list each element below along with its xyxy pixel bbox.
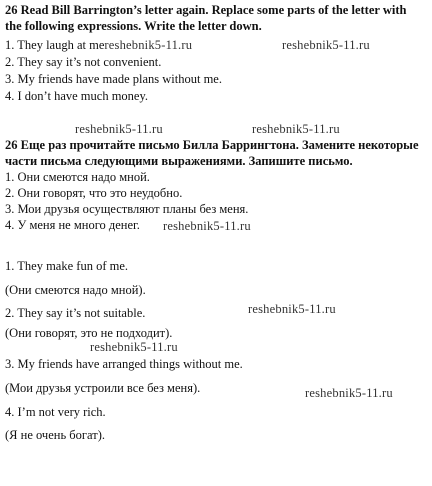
ru-item-2: 2. Они говорят, что это неудобно. (5, 186, 183, 200)
en-item-4: 4. I don’t have much money. (5, 89, 149, 103)
watermark: reshebnik5-11.ru (75, 122, 163, 136)
answer-2: 2. They say it’s not suitable. (5, 306, 146, 320)
en-item-2: 2. They say it’s not convenient. (5, 55, 162, 69)
watermark: reshebnik5-11.ru (248, 302, 336, 316)
ru-item-1: 1. Они смеются надо мной. (5, 170, 150, 184)
task-title-ru-line1: 26 Еще раз прочитайте письмо Билла Баррингтона. Замените некоторые (5, 138, 419, 152)
answer-4-translation: (Я не очень богат). (5, 428, 105, 442)
ru-item-4: 4. У меня не много денег. (5, 218, 140, 232)
answer-1-translation: (Они смеются надо мной). (5, 283, 146, 297)
answer-3: 3. My friends have arranged things without me. (5, 357, 243, 371)
watermark-inline: reshebnik5-11.ru (104, 38, 193, 52)
ru-item-3: 3. Мои друзья осуществляют планы без меня. (5, 202, 249, 216)
en-item-3: 3. My friends have made plans without me. (5, 72, 222, 86)
en-item-1-text: 1. They laugh at me (5, 38, 105, 52)
en-item-1 (5, 38, 192, 53)
answer-2-translation: (Они говорят, это не подходит). (5, 326, 173, 340)
watermark: reshebnik5-11.ru (305, 386, 393, 400)
task-title-ru-line2: части письма следующими выражениями. Запишите письмо. (5, 154, 353, 168)
task-title-en-line1: 26 Read Bill Barrington’s letter again. Replace some parts of the letter with (5, 3, 407, 17)
watermark: reshebnik5-11.ru (252, 122, 340, 136)
answer-4: 4. I’m not very rich. (5, 405, 106, 419)
task-title-en-line2: the following expressions. Write the letter down. (5, 19, 262, 33)
answer-1: 1. They make fun of me. (5, 259, 128, 273)
watermark: reshebnik5-11.ru (90, 340, 178, 354)
watermark: reshebnik5-11.ru (282, 38, 370, 52)
watermark: reshebnik5-11.ru (163, 219, 251, 233)
answer-3-translation: (Мои друзья устроили все без меня). (5, 381, 201, 395)
